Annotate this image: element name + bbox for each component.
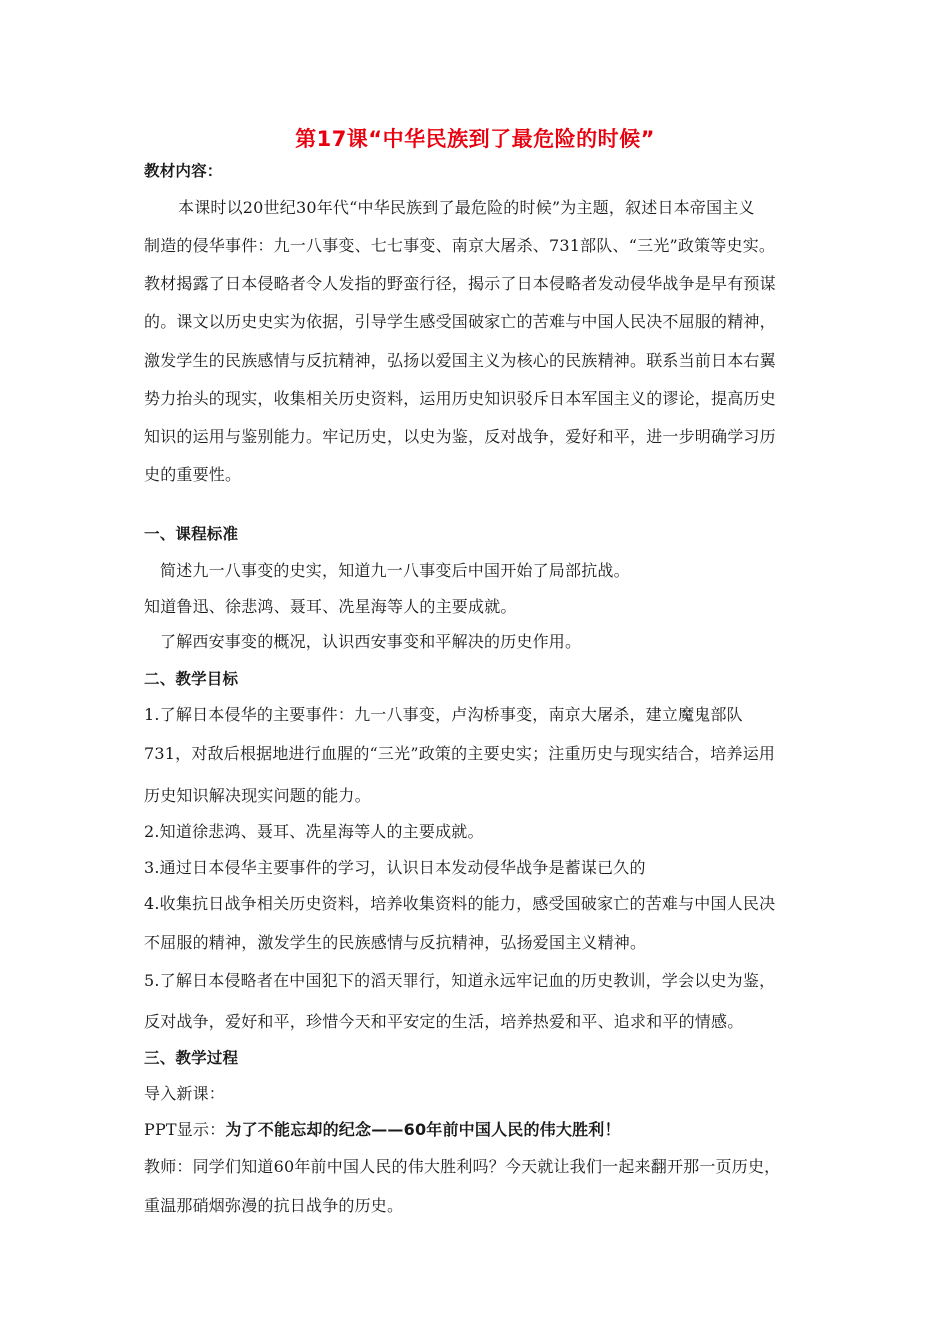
teacher-line: 重温那硝烟弥漫的抗日战争的历史。: [144, 1196, 404, 1215]
objective-line: 731，对敌后根据地进行血腥的“三光”政策的主要史实；注重历史与现实结合，培养运用: [144, 744, 776, 763]
standards-line: 知道鲁迅、徐悲鸿、聂耳、冼星海等人的主要成就。: [144, 597, 517, 616]
material-line: 的。课文以历史史实为依据，引导学生感受国破家亡的苦难与中国人民决不屈服的精神，: [144, 312, 776, 331]
material-line: 激发学生的民族感情与反抗精神，弘扬以爱国主义为核心的民族精神。联系当前日本右翼: [144, 351, 776, 370]
material-line: 史的重要性。: [144, 465, 242, 484]
standards-line: 了解西安事变的概况，认识西安事变和平解决的历史作用。: [160, 632, 582, 651]
objective-line: 不屈服的精神，激发学生的民族感情与反抗精神，弘扬爱国主义精神。: [144, 933, 647, 952]
teacher-line: 教师：同学们知道60年前中国人民的伟大胜利吗？今天就让我们一起来翻开那一页历史，: [144, 1157, 781, 1176]
material-line: 势力抬头的现实，收集相关历史资料，运用历史知识驳斥日本军国主义的谬论，提高历史: [144, 389, 776, 408]
material-heading: 教材内容：: [144, 162, 223, 180]
objective-line: 5.了解日本侵略者在中国犯下的滔天罪行，知道永远牢记血的历史教训，学会以史为鉴，: [144, 971, 776, 990]
process-heading: 三、教学过程: [144, 1049, 239, 1067]
objective-line: 历史知识解决现实问题的能力。: [144, 786, 371, 805]
objective-line: 3.通过日本侵华主要事件的学习，认识日本发动侵华战争是蓄谋已久的: [144, 858, 646, 877]
material-line: 制造的侵华事件：九一八事变、七七事变、南京大屠杀、731部队、“三光”政策等史实。: [144, 236, 776, 255]
objective-line: 4.收集抗日战争相关历史资料，培养收集资料的能力，感受国破家亡的苦难与中国人民决: [144, 894, 776, 913]
material-line: 本课时以20世纪30年代“中华民族到了最危险的时候”为主题，叙述日本帝国主义: [178, 198, 755, 217]
process-intro: 导入新课：: [144, 1084, 226, 1103]
lesson-title: 第17课“中华民族到了最危险的时候”: [295, 127, 655, 151]
standards-heading: 一、课程标准: [144, 525, 239, 543]
standards-line: 简述九一八事变的史实，知道九一八事变后中国开始了局部抗战。: [160, 561, 630, 580]
ppt-label: PPT显示：: [144, 1120, 226, 1139]
objective-line: 1.了解日本侵华的主要事件：九一八事变，卢沟桥事变，南京大屠杀，建立魔鬼部队: [144, 705, 743, 724]
objectives-heading: 二、教学目标: [144, 670, 239, 688]
objective-line: 反对战争，爱好和平，珍惜今天和平安定的生活，培养热爱和平、追求和平的情感。: [144, 1012, 744, 1031]
ppt-text: 为了不能忘却的纪念——60年前中国人民的伟大胜利！: [225, 1120, 621, 1139]
material-line: 知识的运用与鉴别能力。牢记历史，以史为鉴，反对战争，爱好和平，进一步明确学习历: [144, 427, 776, 446]
material-line: 教材揭露了日本侵略者令人发指的野蛮行径，揭示了日本侵略者发动侵华战争是早有预谋: [144, 274, 776, 293]
ppt-line: [144, 1120, 621, 1140]
objective-line: 2.知道徐悲鸿、聂耳、冼星海等人的主要成就。: [144, 822, 484, 841]
